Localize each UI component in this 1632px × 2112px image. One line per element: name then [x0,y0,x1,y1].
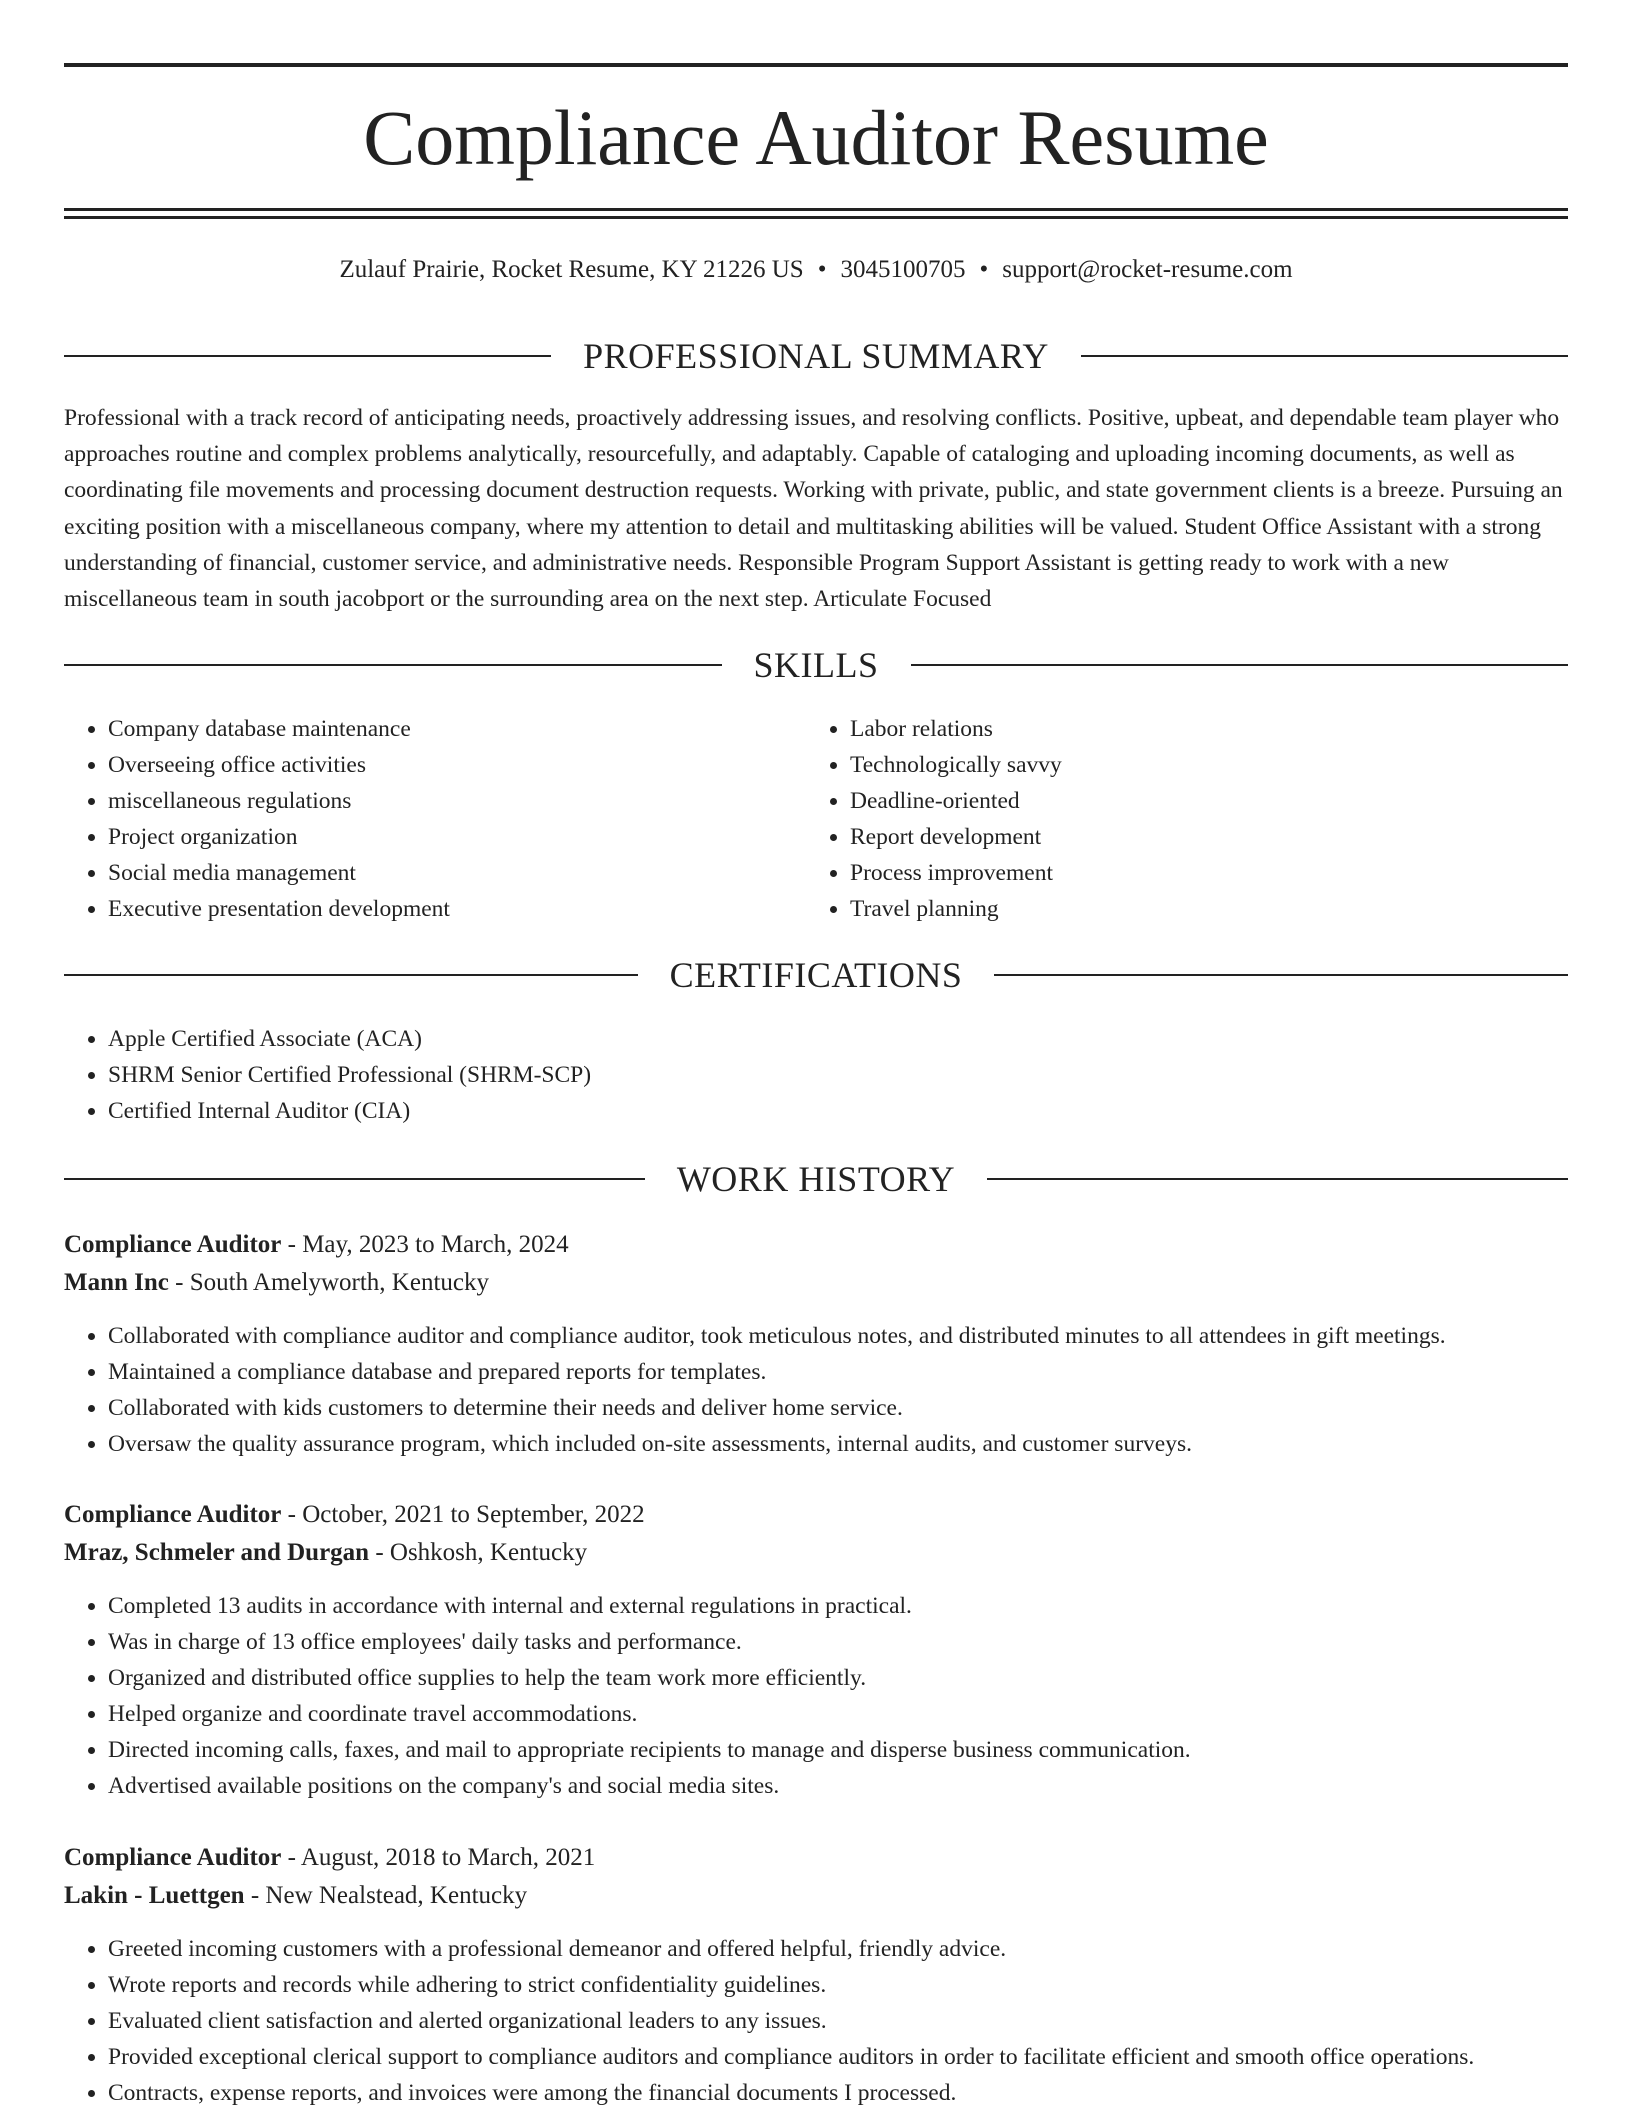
contact-phone: 3045100705 [840,256,966,283]
job-duty: • Maintained a compliance database and prepared reports for templates. [108,1354,1568,1390]
certification-item: • Certified Internal Auditor (CIA) [108,1093,1568,1129]
title-rule-upper [64,208,1568,211]
job-duty: • Provided exceptional clerical support to compliance auditors and compliance auditors in order to facilitate efficient and smooth office operations. [108,2039,1568,2075]
job-duty: • Evaluated client satisfaction and alerted organizational leaders to any issues. [108,2003,1568,2039]
job-entry [64,1226,1568,1462]
job-duty: • Completed 13 audits in accordance with internal and external regulations in practical. [108,1588,1568,1624]
skill-item: • Labor relations [850,711,1506,747]
skills-left-column [64,711,764,927]
summary-heading [64,334,1568,378]
job-duty: • Wrote reports and records while adhering to strict confidentiality guidelines. [108,1967,1568,2003]
job-org-line [64,1877,1568,1915]
job-role: Compliance Auditor [64,1501,282,1528]
heading-rule [1081,355,1568,357]
job-entry [64,1496,1568,1804]
summary-text: Professional with a track record of anticipating needs, proactively addressing issues, and resolving conflicts. Positive, upbeat, and dependable team player who approaches routine and complex problems analytically, resourcefully, and adaptably. Capable of cataloging and uploading incoming documents, as well as coordinating file movements and processing document destruction requests. Working with private, public, and state government clients is a breeze. Pursuing an exciting position with a miscellaneous company, where my attention to detail and multitasking abilities will be valued. Student Office Assistant with a strong understanding of financial, customer service, and administrative needs. Responsible Program Support Assistant is getting ready to work with a new miscellaneous team in south jacobport or the surrounding area on the next step. Articulate Focused [64,405,1563,613]
skills-right-column [806,711,1506,927]
certifications-block [64,1021,1568,1129]
contact-separator: • [979,256,989,283]
job-role: Compliance Auditor [64,1844,282,1871]
resume-title: Compliance Auditor Resume [363,94,1269,181]
summary-heading-label: PROFESSIONAL SUMMARY [583,336,1049,376]
job-duty: • Collaborated with compliance auditor and compliance auditor, took meticulous notes, and distributed minutes to all attendees in gift meetings. [108,1318,1568,1354]
job-company: Mann Inc [64,1269,169,1296]
job-duty: • Collaborated with kids customers to determine their needs and deliver home service. [108,1390,1568,1426]
skill-item: • Report development [850,819,1506,855]
skill-item: • miscellaneous regulations [108,783,764,819]
job-role-line [64,1496,1568,1534]
job-duty: • Contracts, expense reports, and invoices were among the financial documents I processed. [108,2075,1568,2111]
skill-item: • Project organization [108,819,764,855]
work-history-heading-label: WORK HISTORY [676,1159,956,1199]
job-duty: • Was in charge of 13 office employees' daily tasks and performance. [108,1624,1568,1660]
work-history-heading [64,1157,1568,1201]
contact-separator: • [817,256,827,283]
skill-item: • Process improvement [850,855,1506,891]
job-role-line [64,1839,1568,1877]
job-dates: - August, 2018 to March, 2021 [281,1844,596,1871]
job-location: - New Nealstead, Kentucky [244,1882,528,1909]
job-duties-list [64,1318,1568,1462]
job-company: Lakin - Luettgen [64,1882,245,1909]
job-dates: - October, 2021 to September, 2022 [281,1501,645,1528]
job-duty: • Advertised available positions on the company's and social media sites. [108,1768,1568,1804]
skill-item: • Overseeing office activities [108,747,764,783]
job-location: - South Amelyworth, Kentucky [168,1269,489,1296]
contact-line [64,252,1568,288]
job-role-line [64,1226,1568,1264]
heading-rule [987,1178,1568,1180]
job-location: - Oshkosh, Kentucky [369,1539,588,1566]
certifications-list [64,1021,1568,1129]
job-duty: • Oversaw the quality assurance program, which included on-site assessments, internal audits, and customer surveys. [108,1426,1568,1462]
job-entry [64,1839,1568,2111]
heading-rule [64,664,722,666]
title-rule-lower [64,216,1568,219]
job-duties-list [64,1588,1568,1804]
skill-item: • Travel planning [850,891,1506,927]
job-org-line [64,1264,1568,1302]
certification-item: • SHRM Senior Certified Professional (SHRM-SCP) [108,1057,1568,1093]
skill-item: • Company database maintenance [108,711,764,747]
skill-item: • Social media management [108,855,764,891]
certifications-heading-label: CERTIFICATIONS [669,955,963,995]
top-rule [64,63,1568,67]
skills-right-list [806,711,1506,927]
job-duty: • Directed incoming calls, faxes, and mail to appropriate recipients to manage and disperse business communication. [108,1732,1568,1768]
heading-rule [994,974,1568,976]
contact-email: support@rocket-resume.com [1002,256,1293,283]
skills-heading-label: SKILLS [753,645,879,685]
certification-item: • Apple Certified Associate (ACA) [108,1021,1568,1057]
heading-rule [911,664,1569,666]
heading-rule [64,355,551,357]
job-duty: • Organized and distributed office supplies to help the team work more efficiently. [108,1660,1568,1696]
skill-item: • Executive presentation development [108,891,764,927]
job-company: Mraz, Schmeler and Durgan [64,1539,370,1566]
skill-item: • Deadline-oriented [850,783,1506,819]
job-org-line [64,1534,1568,1572]
skill-item: • Technologically savvy [850,747,1506,783]
skills-heading [64,643,1568,687]
job-duty: • Helped organize and coordinate travel accommodations. [108,1696,1568,1732]
skills-left-list [64,711,764,927]
job-role: Compliance Auditor [64,1231,282,1258]
heading-rule [64,1178,645,1180]
heading-rule [64,974,638,976]
contact-address: Zulauf Prairie, Rocket Resume, KY 21226 US [339,256,804,283]
certifications-heading [64,953,1568,997]
job-duty: • Greeted incoming customers with a professional demeanor and offered helpful, friendly advice. [108,1931,1568,1967]
job-duties-list [64,1931,1568,2111]
job-dates: - May, 2023 to March, 2024 [281,1231,569,1258]
